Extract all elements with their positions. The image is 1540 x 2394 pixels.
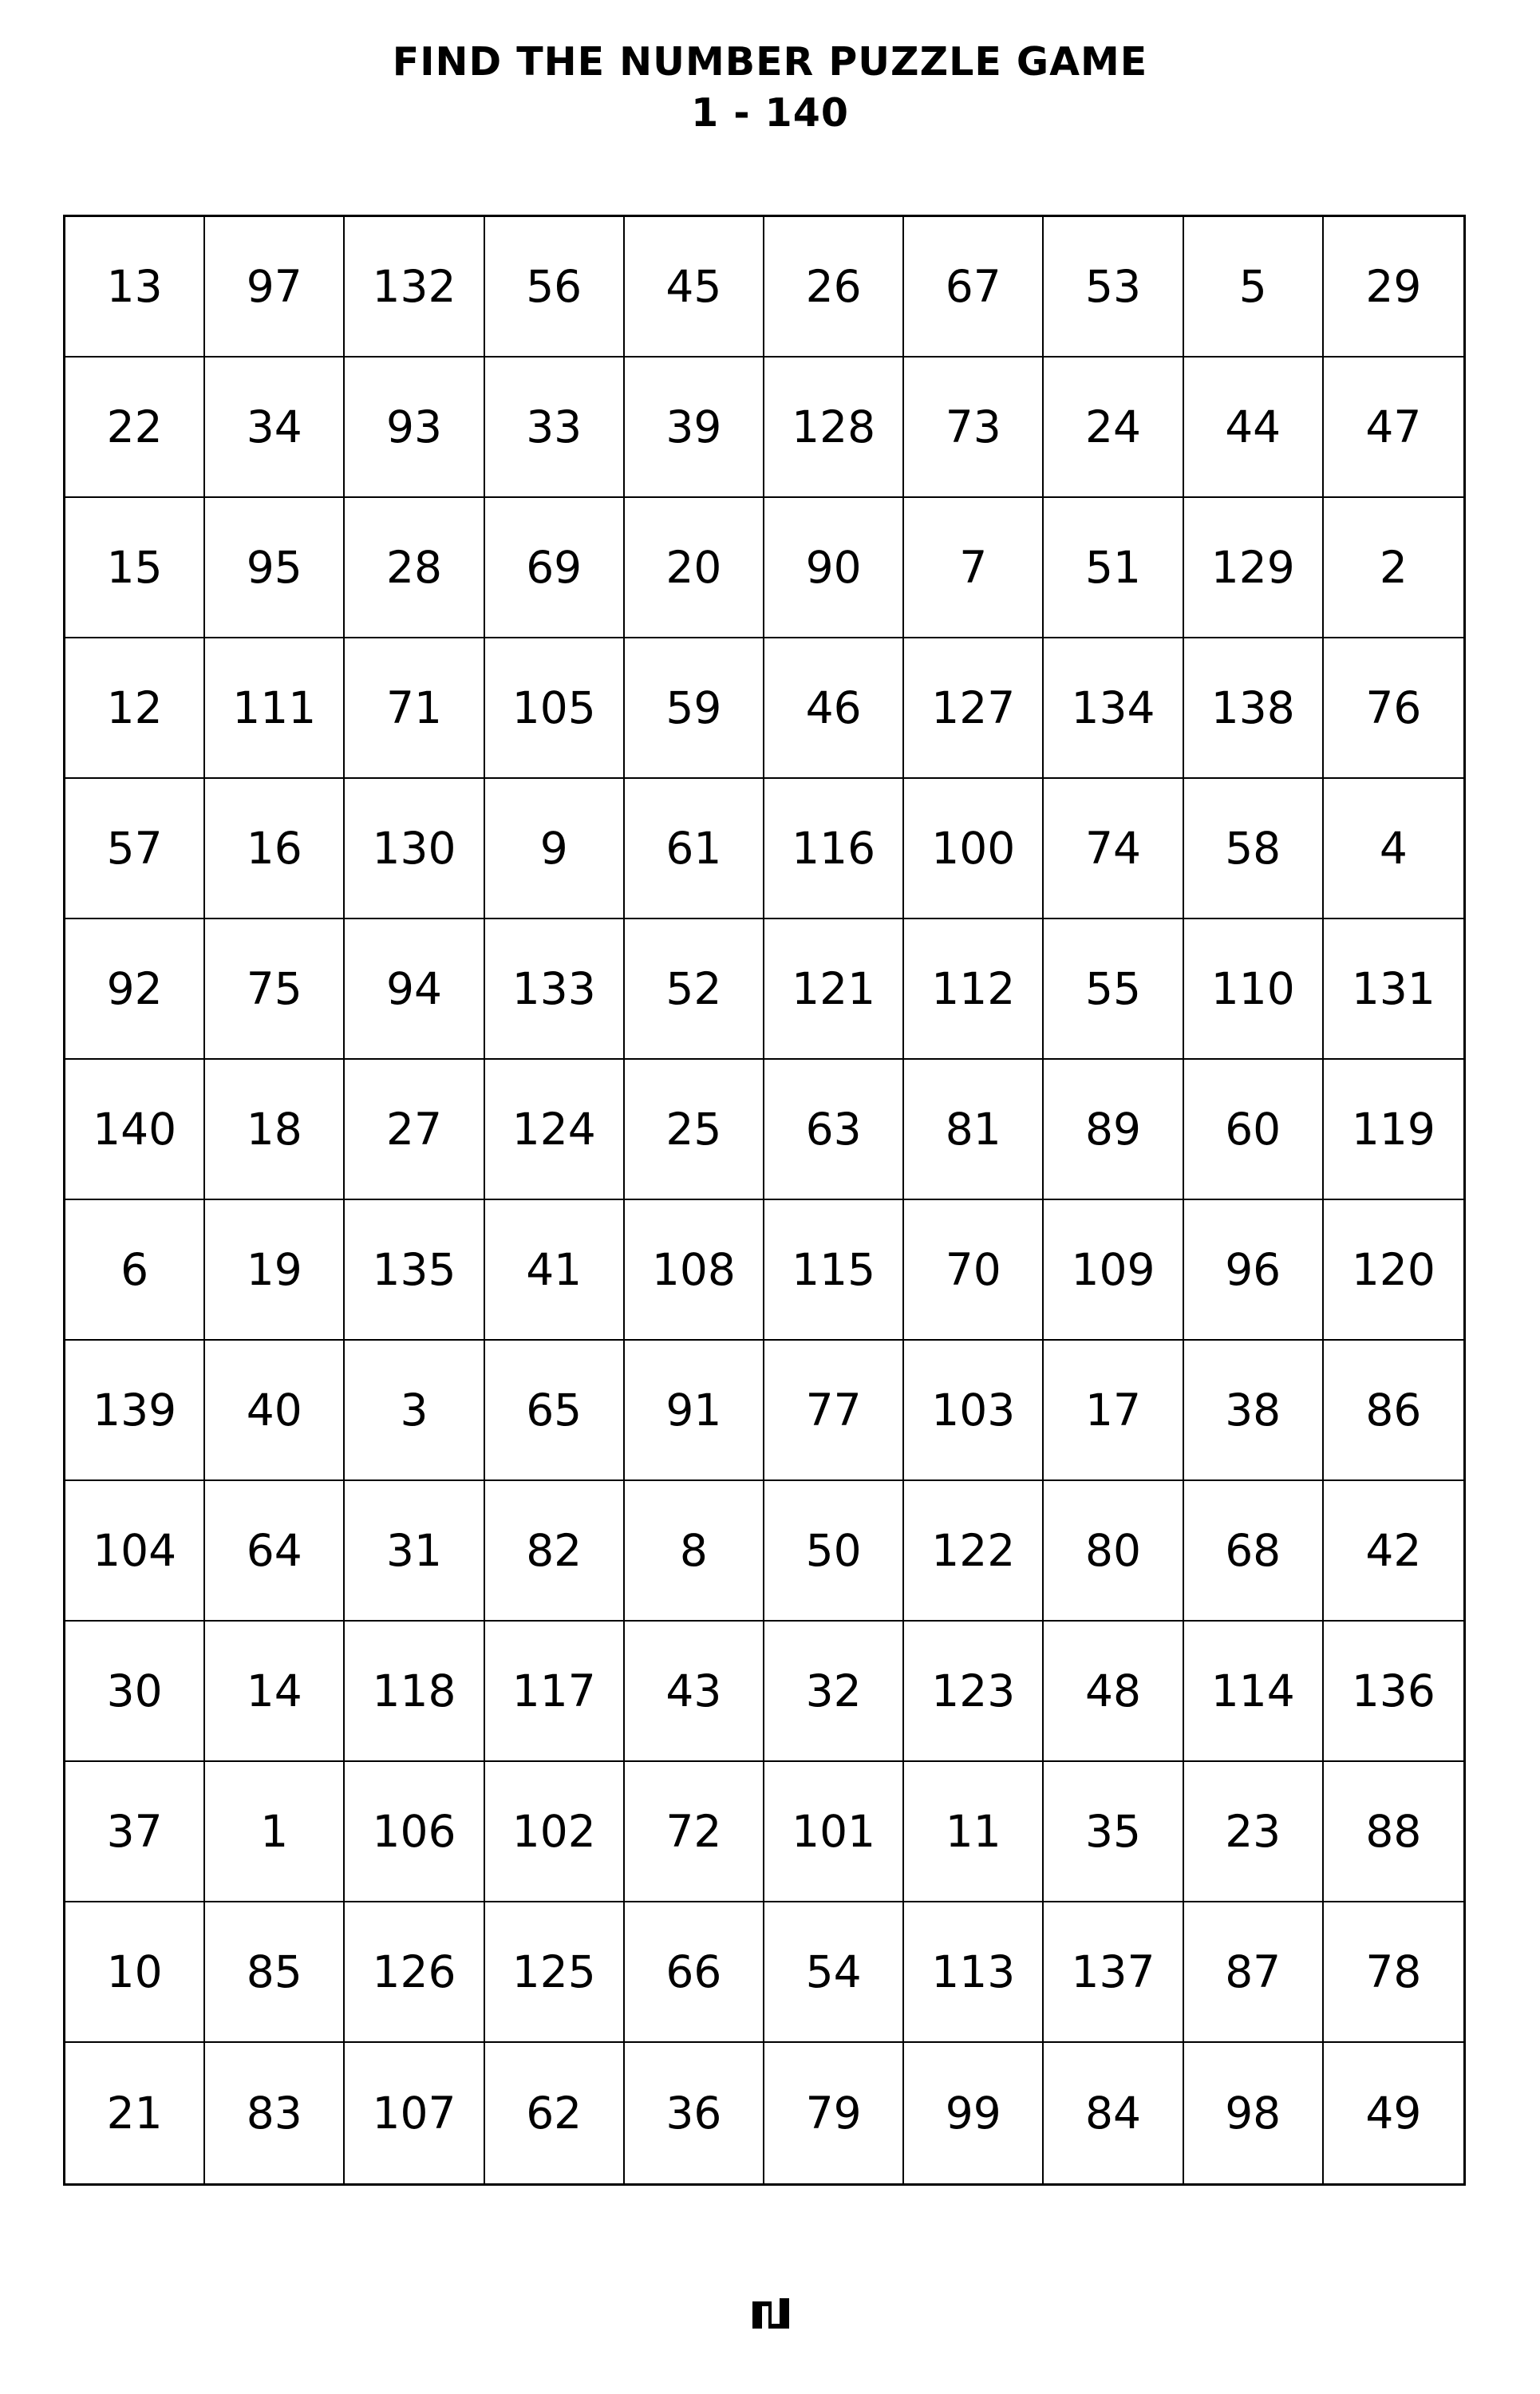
grid-cell[interactable]: 66 [625,1902,764,2043]
grid-cell[interactable]: 38 [1184,1341,1324,1481]
grid-cell[interactable]: 27 [345,1060,484,1200]
grid-cell[interactable]: 51 [1044,498,1183,638]
grid-cell[interactable]: 79 [764,2043,904,2183]
grid-cell[interactable]: 18 [205,1060,345,1200]
grid-cell[interactable]: 125 [485,1902,625,2043]
grid-cell[interactable]: 6 [65,1200,205,1341]
grid-cell[interactable]: 23 [1184,1762,1324,1902]
grid-cell[interactable]: 103 [904,1341,1044,1481]
grid-cell[interactable]: 28 [345,498,484,638]
grid-cell[interactable]: 34 [205,358,345,498]
grid-cell[interactable]: 118 [345,1622,484,1762]
grid-cell[interactable]: 131 [1324,919,1463,1060]
publisher-logo-icon [751,2297,791,2329]
grid-cell[interactable]: 60 [1184,1060,1324,1200]
grid-cell[interactable]: 40 [205,1341,345,1481]
number-range: 1 - 140 [691,90,849,136]
grid-cell[interactable]: 107 [345,2043,484,2183]
grid-cell[interactable]: 94 [345,919,484,1060]
grid-cell[interactable]: 17 [1044,1341,1183,1481]
grid-cell[interactable]: 30 [65,1622,205,1762]
page-header [0,37,1540,139]
grid-cell[interactable]: 8 [625,1481,764,1622]
grid-cell[interactable]: 88 [1324,1762,1463,1902]
grid-cell[interactable]: 139 [65,1341,205,1481]
grid-cell[interactable]: 93 [345,358,484,498]
grid-cell[interactable]: 7 [904,498,1044,638]
grid-cell[interactable]: 68 [1184,1481,1324,1622]
grid-cell[interactable]: 1 [205,1762,345,1902]
grid-cell[interactable]: 62 [485,2043,625,2183]
grid-cell[interactable]: 130 [345,779,484,919]
grid-cell[interactable]: 11 [904,1762,1044,1902]
grid-cell[interactable]: 116 [764,779,904,919]
grid-cell[interactable]: 21 [65,2043,205,2183]
grid-cell[interactable]: 54 [764,1902,904,2043]
grid-cell[interactable]: 61 [625,779,764,919]
grid-cell[interactable]: 100 [904,779,1044,919]
grid-cell[interactable]: 97 [205,217,345,358]
grid-cell[interactable]: 106 [345,1762,484,1902]
grid-cell[interactable]: 140 [65,1060,205,1200]
grid-cell[interactable]: 69 [485,498,625,638]
grid-cell[interactable]: 41 [485,1200,625,1341]
grid-cell[interactable]: 138 [1184,638,1324,779]
grid-cell[interactable]: 128 [764,358,904,498]
grid-cell[interactable]: 127 [904,638,1044,779]
grid-cell[interactable]: 16 [205,779,345,919]
grid-cell[interactable]: 53 [1044,217,1183,358]
grid-cell[interactable]: 35 [1044,1762,1183,1902]
grid-cell[interactable]: 120 [1324,1200,1463,1341]
grid-cell[interactable]: 67 [904,217,1044,358]
grid-cell[interactable]: 117 [485,1622,625,1762]
grid-cell[interactable]: 132 [345,217,484,358]
grid-cell[interactable]: 44 [1184,358,1324,498]
grid-cell[interactable]: 95 [205,498,345,638]
grid-cell[interactable]: 110 [1184,919,1324,1060]
grid-cell[interactable]: 112 [904,919,1044,1060]
grid-cell[interactable]: 91 [625,1341,764,1481]
grid-cell[interactable]: 135 [345,1200,484,1341]
grid-cell[interactable]: 108 [625,1200,764,1341]
grid-cell[interactable]: 84 [1044,2043,1183,2183]
grid-cell[interactable]: 136 [1324,1622,1463,1762]
grid-cell[interactable]: 114 [1184,1622,1324,1762]
grid-cell[interactable]: 39 [625,358,764,498]
grid-cell[interactable]: 74 [1044,779,1183,919]
grid-cell[interactable]: 71 [345,638,484,779]
grid-cell[interactable]: 77 [764,1341,904,1481]
grid-cell[interactable]: 32 [764,1622,904,1762]
grid-cell[interactable]: 133 [485,919,625,1060]
grid-cell[interactable]: 43 [625,1622,764,1762]
grid-cell[interactable]: 48 [1044,1622,1183,1762]
grid-cell[interactable]: 80 [1044,1481,1183,1622]
grid-cell[interactable]: 25 [625,1060,764,1200]
grid-cell[interactable]: 50 [764,1481,904,1622]
grid-cell[interactable]: 63 [764,1060,904,1200]
grid-cell[interactable]: 85 [205,1902,345,2043]
grid-cell[interactable]: 119 [1324,1060,1463,1200]
grid-cell[interactable]: 87 [1184,1902,1324,2043]
grid-cell[interactable]: 134 [1044,638,1183,779]
grid-cell[interactable]: 121 [764,919,904,1060]
grid-cell[interactable]: 37 [65,1762,205,1902]
grid-cell[interactable]: 78 [1324,1902,1463,2043]
grid-cell[interactable]: 59 [625,638,764,779]
grid-cell[interactable]: 137 [1044,1902,1183,2043]
grid-cell[interactable]: 12 [65,638,205,779]
grid-cell[interactable]: 15 [65,498,205,638]
grid-cell[interactable]: 64 [205,1481,345,1622]
grid-cell[interactable]: 22 [65,358,205,498]
grid-cell[interactable]: 45 [625,217,764,358]
grid-cell[interactable]: 99 [904,2043,1044,2183]
grid-cell[interactable]: 83 [205,2043,345,2183]
grid-cell[interactable]: 76 [1324,638,1463,779]
grid-cell[interactable]: 124 [485,1060,625,1200]
grid-cell[interactable]: 56 [485,217,625,358]
grid-cell[interactable]: 82 [485,1481,625,1622]
number-grid [63,215,1466,2186]
grid-cell[interactable]: 122 [904,1481,1044,1622]
grid-cell[interactable]: 42 [1324,1481,1463,1622]
grid-cell[interactable]: 115 [764,1200,904,1341]
grid-cell[interactable]: 19 [205,1200,345,1341]
grid-cell[interactable]: 49 [1365,2088,1422,2139]
grid-cell[interactable]: 33 [485,358,625,498]
grid-cell[interactable]: 73 [904,358,1044,498]
grid-cell[interactable]: 55 [1044,919,1183,1060]
grid-cell[interactable]: 57 [65,779,205,919]
grid-cell[interactable]: 3 [345,1341,484,1481]
grid-cell[interactable]: 20 [625,498,764,638]
grid-cell[interactable]: 65 [485,1341,625,1481]
grid-cell[interactable]: 52 [625,919,764,1060]
grid-cell[interactable]: 111 [205,638,345,779]
grid-cell[interactable]: 81 [904,1060,1044,1200]
grid-cell[interactable]: 47 [1324,358,1463,498]
grid-cell[interactable]: 123 [904,1622,1044,1762]
grid-cell[interactable]: 10 [65,1902,205,2043]
grid-cell[interactable]: 72 [625,1762,764,1902]
grid-cell[interactable]: 46 [764,638,904,779]
grid-cell[interactable]: 9 [485,779,625,919]
grid-cell[interactable]: 92 [65,919,205,1060]
grid-cell[interactable]: 126 [345,1902,484,2043]
grid-cell[interactable]: 96 [1184,1200,1324,1341]
grid-cell[interactable]: 101 [764,1762,904,1902]
grid-cell[interactable]: 58 [1184,779,1324,919]
grid-cell[interactable]: 29 [1324,217,1463,358]
grid-cell[interactable]: 36 [625,2043,764,2183]
grid-cell[interactable]: 104 [65,1481,205,1622]
grid-cell[interactable]: 98 [1184,2043,1324,2183]
page-title: FIND THE NUMBER PUZZLE GAME [392,39,1148,85]
grid-cell[interactable]: 26 [764,217,904,358]
grid-cell[interactable]: 14 [205,1622,345,1762]
grid-cell[interactable]: 129 [1184,498,1324,638]
grid-cell[interactable]: 5 [1184,217,1324,358]
grid-cell[interactable]: 2 [1324,498,1463,638]
grid-cell[interactable]: 102 [485,1762,625,1902]
grid-cell[interactable]: 105 [485,638,625,779]
grid-cell[interactable]: 109 [1044,1200,1183,1341]
grid-cell[interactable]: 89 [1044,1060,1183,1200]
grid-cell[interactable]: 4 [1324,779,1463,919]
grid-cell[interactable]: 24 [1044,358,1183,498]
grid-cell[interactable]: 70 [904,1200,1044,1341]
grid-cell[interactable]: 86 [1324,1341,1463,1481]
grid-cell[interactable]: 13 [65,217,205,358]
grid-cell[interactable]: 90 [764,498,904,638]
grid-cell[interactable]: 75 [205,919,345,1060]
grid-cell[interactable]: 113 [904,1902,1044,2043]
grid-cell[interactable]: 31 [345,1481,484,1622]
